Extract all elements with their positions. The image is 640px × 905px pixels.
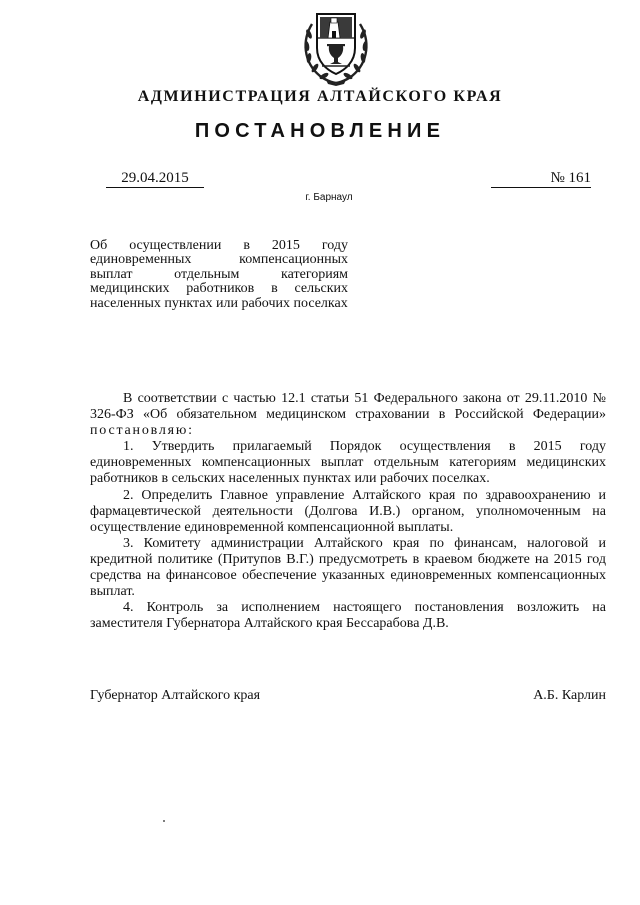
preamble-paragraph bbox=[90, 391, 606, 439]
signatory-name: А.Б. Карлин bbox=[533, 688, 606, 703]
resolution-item-1: 1. Утвердить прилагаемый Порядок осуществления в 2015 году единовременных компенсационных выплат отдельным категориям медицинских работников в сельских населенных пунктах или рабочих поселках. bbox=[90, 439, 606, 487]
document-date: 29.04.2015 bbox=[106, 170, 204, 188]
signatory-title: Губернатор Алтайского края bbox=[90, 688, 261, 703]
scan-speck bbox=[163, 820, 165, 822]
resolution-item-2: 2. Определить Главное управление Алтайского края по здравоохранению и фармацевтической деятельности (Долгова И.В.) органом, уполномоченным на осуществление единовременной компенсационной выплаты. bbox=[90, 487, 606, 535]
document-subject: Об осуществлении в 2015 году единовременных компенсационных выплат отдельным категориям медицинских работников в сельских населенных пунктах или рабочих поселках bbox=[90, 238, 348, 311]
document-type: ПОСТАНОВЛЕНИЕ bbox=[194, 120, 446, 142]
document-city: г. Барнаул bbox=[305, 192, 353, 203]
resolve-word: постановляю: bbox=[90, 423, 194, 439]
preamble-text: В соответствии с частью 12.1 статьи 51 Федерального закона от 29.11.2010 № 326-ФЗ «Об обязательном медицинском страховании в Российской Федерации» bbox=[90, 391, 606, 423]
resolution-item-4: 4. Контроль за исполнением настоящего постановления возложить на заместителя Губернатора Алтайского края Бессарабова Д.В. bbox=[90, 600, 606, 632]
coat-of-arms-icon bbox=[298, 4, 374, 86]
document-body bbox=[90, 391, 606, 632]
document-number: № 161 bbox=[491, 170, 591, 188]
organization-name: АДМИНИСТРАЦИЯ АЛТАЙСКОГО КРАЯ bbox=[137, 88, 503, 105]
resolution-item-3: 3. Комитету администрации Алтайского края по финансам, налоговой и кредитной политике (Притупов В.Г.) предусмотреть в краевом бюджете на 2015 год средства на финансовое обеспечение указанных единовременных компенсационных выплат. bbox=[90, 535, 606, 600]
